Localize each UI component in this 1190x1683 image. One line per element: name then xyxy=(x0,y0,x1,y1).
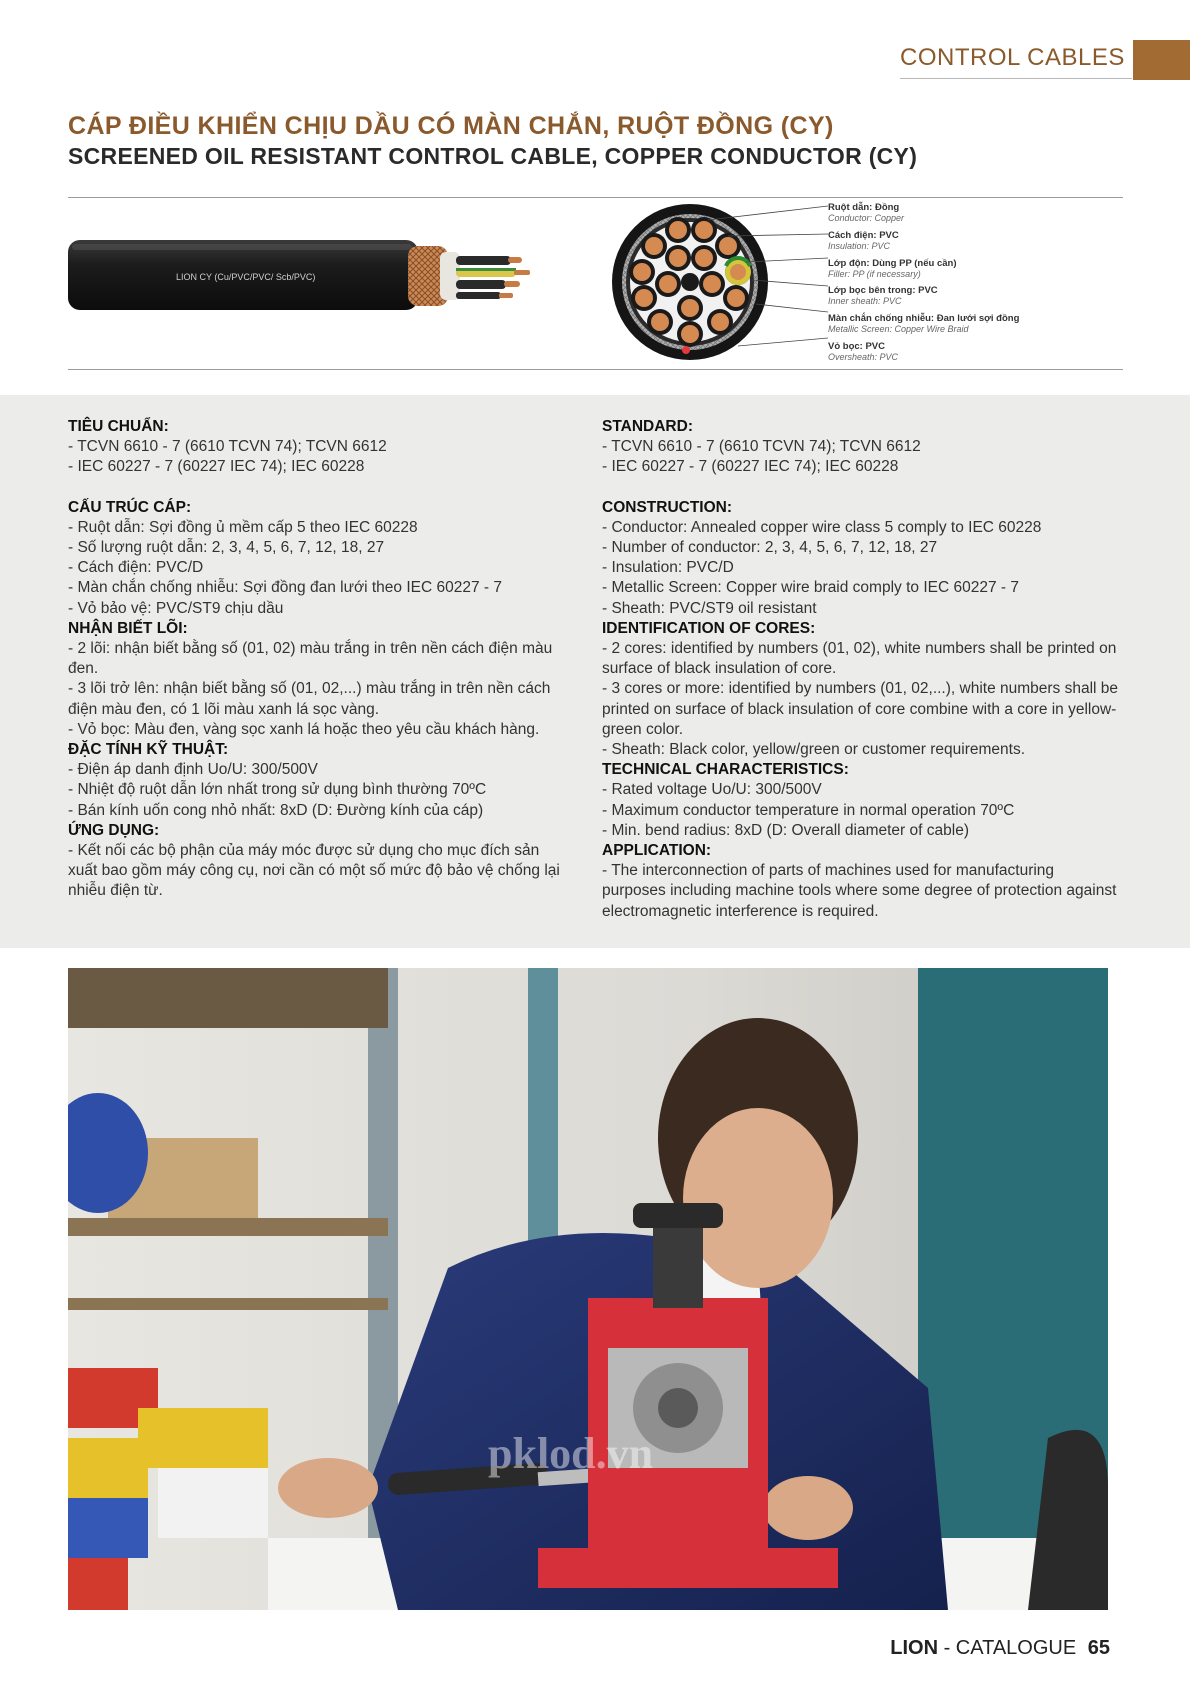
spec-line: - Nhiệt độ ruột dẫn lớn nhất trong sử dụng bình thường 70ºC xyxy=(68,781,487,799)
section-color-block xyxy=(1133,40,1190,80)
spec-line: - Rated voltage Uo/U: 300/500V xyxy=(602,781,822,799)
spec-line: - Kết nối các bộ phận của máy móc được sử dụng cho mục đích sản xuất bao gồm máy công cụ, nơi cần có một số mức độ bảo vệ chống lại nhiễu điện từ. xyxy=(68,842,560,900)
section-label: CONTROL CABLES xyxy=(900,44,1125,71)
spec-line: - 3 cores or more: identified by numbers (01, 02,...), white numbers shall be printed on surface of black insulation of core combine with a core in yellow-green color. xyxy=(602,680,1119,738)
section-heading: STANDARD: xyxy=(602,418,693,435)
spec-panel xyxy=(0,395,1190,948)
section-heading: ỨNG DỤNG: xyxy=(68,821,160,839)
cable-side-view-image xyxy=(68,230,588,330)
spec-line: - Ruột dẫn: Sợi đồng ủ mềm cấp 5 theo IEC 60228 xyxy=(68,518,418,536)
legend-item: Ruột dẫn: Đồng Conductor: Copper xyxy=(828,202,905,223)
figure-top-rule xyxy=(68,197,1123,198)
section-heading: CONSTRUCTION: xyxy=(602,498,733,516)
footer-brand: LION xyxy=(890,1637,939,1659)
spec-line: - Sheath: Black color, yellow/green or customer requirements. xyxy=(602,741,1025,759)
legend-item: Vỏ bọc: PVC Oversheath: PVC xyxy=(828,340,899,362)
legend-item: Lớp độn: Dùng PP (nếu cần) Filler: PP (if necessary) xyxy=(828,257,957,279)
watermark-text: pklod.vn xyxy=(488,1429,654,1478)
spec-line: - Sheath: PVC/ST9 oil resistant xyxy=(602,599,817,617)
spec-line: - Conductor: Annealed copper wire class 5 comply to IEC 60228 xyxy=(602,518,1042,536)
spec-line: - 3 lõi trở lên: nhận biết bằng số (01, 02,...) màu trắng in trên nền cách điện màu đen, có 1 lõi màu xanh lá sọc vàng. xyxy=(68,680,551,718)
spec-line: - 2 cores: identified by numbers (01, 02), white numbers shall be printed on surface of black insulation of core. xyxy=(602,640,1117,678)
spec-line: - Insulation: PVC/D xyxy=(602,559,734,577)
legend-item: Lớp bọc bên trong: PVC Inner sheath: PVC xyxy=(828,285,938,307)
spec-line: - Vỏ bọc: Màu đen, vàng sọc xanh lá hoặc theo yêu cầu khách hàng. xyxy=(68,720,540,738)
legend-item: Màn chắn chống nhiễu: Đan lưới sợi đồng Metallic Screen: Copper Wire Braid xyxy=(828,313,1020,335)
spec-line: - Cách điện: PVC/D xyxy=(68,559,204,577)
spec-line: - Maximum conductor temperature in normal operation 70ºC xyxy=(602,801,1015,819)
spec-line: - Số lượng ruột dẫn: 2, 3, 4, 5, 6, 7, 12, 18, 27 xyxy=(68,539,385,557)
section-heading: TIÊU CHUẨN: xyxy=(68,418,169,435)
section-heading: APPLICATION: xyxy=(602,842,712,860)
cable-cross-section-image xyxy=(608,200,828,365)
section-heading: CẤU TRÚC CÁP: xyxy=(68,498,192,516)
page-number: 65 xyxy=(1087,1637,1110,1659)
cable-print-text: LION CY (Cu/PVC/PVC/ Scb/PVC) xyxy=(176,272,316,282)
spec-column-vi xyxy=(68,417,568,902)
section-divider xyxy=(900,78,1132,79)
spec-line: - IEC 60227 - 7 (60227 IEC 74); IEC 60228 xyxy=(68,458,365,476)
spec-line: - TCVN 6610 - 7 (6610 TCVN 74); TCVN 6612 xyxy=(602,438,921,456)
page-title-vi: CÁP ĐIỀU KHIỂN CHỊU DẦU CÓ MÀN CHẮN, RUỘT ĐỒNG (CY) xyxy=(68,112,834,140)
spec-line: - Min. bend radius: 8xD (D: Overall diameter of cable) xyxy=(602,821,969,839)
spec-line: - Bán kính uốn cong nhỏ nhất: 8xD (D: Đường kính của cáp) xyxy=(68,801,484,819)
spec-line: - The interconnection of parts of machines used for manufacturing purposes including machine tools where some degree of protection against electromagnetic interference is required. xyxy=(602,862,1117,920)
figure-bottom-rule xyxy=(68,369,1123,370)
spec-line: - Màn chắn chống nhiễu: Sợi đồng đan lưới theo IEC 60227 - 7 xyxy=(68,579,502,597)
section-heading: TECHNICAL CHARACTERISTICS: xyxy=(602,761,849,779)
section-heading: NHẬN BIẾT LÕI: xyxy=(68,619,188,637)
page-footer xyxy=(890,1637,1110,1660)
legend-item: Cách điện: PVC Insulation: PVC xyxy=(828,229,899,251)
spec-line: - Điện áp danh định Uo/U: 300/500V xyxy=(68,761,318,779)
cable-legend xyxy=(828,202,1128,369)
spec-line: - TCVN 6610 - 7 (6610 TCVN 74); TCVN 6612 xyxy=(68,438,387,456)
page-title-en: SCREENED OIL RESISTANT CONTROL CABLE, COPPER CONDUCTOR (CY) xyxy=(68,143,918,169)
spec-line: - Vỏ bảo vệ: PVC/ST9 chịu dầu xyxy=(68,599,284,617)
section-heading: ĐẶC TÍNH KỸ THUẬT: xyxy=(68,741,229,759)
section-heading: IDENTIFICATION OF CORES: xyxy=(602,619,816,637)
spec-line: - Metallic Screen: Copper wire braid comply to IEC 60227 - 7 xyxy=(602,579,1019,597)
footer-catalogue: - CATALOGUE xyxy=(938,1637,1082,1659)
spec-line: - Number of conductor: 2, 3, 4, 5, 6, 7, 12, 18, 27 xyxy=(602,539,938,557)
spec-column-en xyxy=(602,417,1122,922)
spec-line: - IEC 60227 - 7 (60227 IEC 74); IEC 60228 xyxy=(602,458,899,476)
spec-line: - 2 lõi: nhận biết bằng số (01, 02) màu trắng in trên nền cách điện màu đen. xyxy=(68,640,553,678)
worker-photo xyxy=(68,968,1108,1610)
